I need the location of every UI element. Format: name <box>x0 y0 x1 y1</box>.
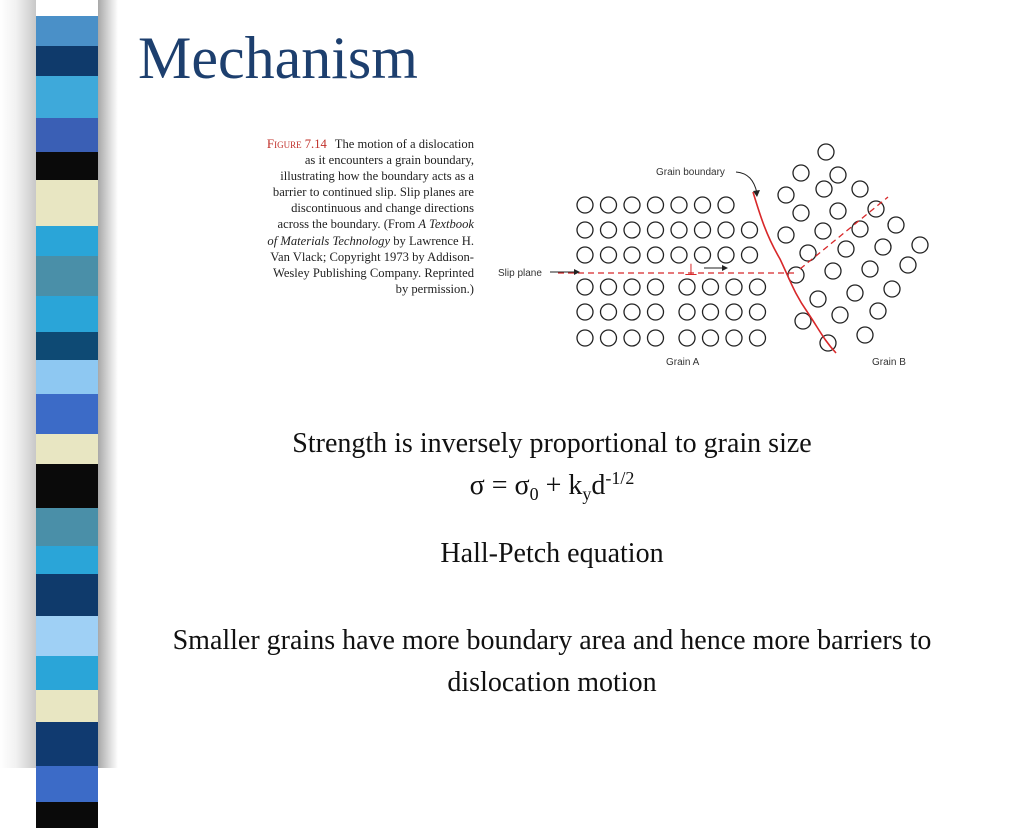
atom <box>624 330 640 346</box>
atom <box>793 205 809 221</box>
caption-line: The motion of a dislocation <box>334 137 474 151</box>
grain-boundary-diagram <box>498 135 938 375</box>
stripe <box>36 656 98 690</box>
atom <box>601 247 617 263</box>
stripe <box>36 394 98 434</box>
atom <box>695 247 711 263</box>
atom <box>648 304 664 320</box>
grain-b-label: Grain B <box>872 357 906 368</box>
atom <box>862 261 878 277</box>
atom <box>810 291 826 307</box>
atom <box>648 330 664 346</box>
grain-boundary-pointer <box>736 172 757 193</box>
caption-line: by Lawrence H. <box>390 233 474 248</box>
atom <box>679 279 695 295</box>
stripe <box>36 16 98 46</box>
dislocation-motion-arrowhead <box>722 265 728 271</box>
atom <box>577 279 593 295</box>
stripe <box>36 690 98 722</box>
grain-boundary-line <box>753 192 836 353</box>
atom <box>742 247 758 263</box>
atom <box>726 279 742 295</box>
atom <box>718 247 734 263</box>
atom <box>577 304 593 320</box>
atom <box>847 285 863 301</box>
atom <box>624 197 640 213</box>
formula-sigma: σ <box>469 470 485 501</box>
caption-book-title-part2: of Materials Technology <box>267 233 391 248</box>
grain-b-atoms <box>778 144 928 351</box>
atom <box>726 304 742 320</box>
atom <box>703 304 719 320</box>
atom <box>870 303 886 319</box>
formula-equals: = <box>484 470 515 501</box>
stripe <box>36 546 98 574</box>
atom <box>830 167 846 183</box>
atom <box>888 217 904 233</box>
atom <box>703 279 719 295</box>
grain-boundary-label: Grain boundary <box>656 167 725 178</box>
caption-line: across the boundary. (From <box>277 217 419 232</box>
atom <box>695 197 711 213</box>
side-stripe-bar <box>0 0 118 768</box>
stripe <box>36 574 98 616</box>
stripe <box>36 180 98 226</box>
hall-petch-formula <box>130 470 974 502</box>
atom <box>703 330 719 346</box>
stripe <box>36 152 98 180</box>
stripe <box>36 226 98 256</box>
atom <box>648 197 664 213</box>
smaller-grains-statement: Smaller grains have more boundary area and hence more barriers to dislocation motion <box>172 625 932 698</box>
caption-line: Van Vlack; Copyright 1973 by Addison- <box>270 249 474 264</box>
atom <box>795 313 811 329</box>
caption-line: by permission.) <box>395 281 474 296</box>
atom <box>900 257 916 273</box>
caption-line: illustrating how the boundary acts as a <box>280 169 474 184</box>
equation-name: Hall-Petch equation <box>440 538 664 569</box>
atom <box>793 165 809 181</box>
atom <box>884 281 900 297</box>
atom <box>818 144 834 160</box>
atom <box>816 181 832 197</box>
atom <box>624 279 640 295</box>
stripe <box>36 256 98 296</box>
strength-statement: Strength is inversely proportional to grain size <box>292 428 812 459</box>
atom <box>695 222 711 238</box>
stripe <box>36 118 98 152</box>
stripe <box>36 802 98 828</box>
stripe <box>36 722 98 766</box>
atom <box>778 187 794 203</box>
slip-plane-arrowhead <box>574 269 580 275</box>
atom <box>852 181 868 197</box>
stripe <box>36 464 98 508</box>
dislocation-symbol: ⊥ <box>684 262 698 279</box>
atom <box>648 247 664 263</box>
grain-a-label: Grain A <box>666 357 700 368</box>
stripe <box>36 616 98 656</box>
atom <box>815 223 831 239</box>
stripe-column <box>36 0 98 768</box>
atom <box>624 304 640 320</box>
atom <box>742 222 758 238</box>
figure-label: Figure <box>266 136 302 151</box>
atom <box>726 330 742 346</box>
atom <box>838 241 854 257</box>
stripe <box>36 360 98 394</box>
atom <box>679 304 695 320</box>
formula-plus-k: + k <box>538 470 583 501</box>
atom <box>868 201 884 217</box>
stripe <box>36 508 98 546</box>
atom <box>718 197 734 213</box>
atom <box>577 222 593 238</box>
atom <box>671 222 687 238</box>
atom <box>750 330 766 346</box>
caption-line: barrier to continued slip. Slip planes are <box>272 185 474 200</box>
atom <box>679 330 695 346</box>
grain-a-atoms <box>577 197 766 346</box>
slip-plane-label: Slip plane <box>498 268 542 279</box>
atom <box>825 263 841 279</box>
atom <box>601 304 617 320</box>
caption-line: as it encounters a grain boundary, <box>304 153 474 168</box>
stripe <box>36 766 98 802</box>
figure-number: 7.14 <box>304 137 327 151</box>
formula-sigma0: σ <box>514 470 530 501</box>
atom <box>718 222 734 238</box>
stripe <box>36 76 98 118</box>
slide-title: Mechanism <box>138 25 418 91</box>
caption-book-title-part1: A Textbook <box>418 217 474 232</box>
side-bar-shade-left <box>0 0 36 768</box>
atom <box>671 197 687 213</box>
stripe <box>36 434 98 464</box>
atom <box>852 221 868 237</box>
atom <box>830 203 846 219</box>
atom <box>778 227 794 243</box>
caption-line: Wesley Publishing Company. Reprinted <box>272 265 474 280</box>
atom <box>577 247 593 263</box>
caption-line: discontinuous and change directions <box>291 201 474 216</box>
atom <box>577 197 593 213</box>
atom <box>857 327 873 343</box>
figure-caption <box>204 136 474 297</box>
stripe <box>36 0 98 16</box>
atom <box>601 330 617 346</box>
formula-exponent: -1/2 <box>605 468 635 488</box>
stripe <box>36 46 98 76</box>
atom <box>671 247 687 263</box>
atom <box>624 222 640 238</box>
atom <box>875 239 891 255</box>
atom <box>800 245 816 261</box>
atom <box>601 197 617 213</box>
atom <box>601 222 617 238</box>
atom <box>648 279 664 295</box>
side-bar-shade-right <box>98 0 118 768</box>
atom <box>601 279 617 295</box>
formula-sub-0: 0 <box>529 484 539 504</box>
formula-d: d <box>591 470 606 501</box>
atom <box>832 307 848 323</box>
stripe <box>36 296 98 332</box>
formula-sub-y: y <box>582 484 592 504</box>
atom <box>577 330 593 346</box>
atom <box>750 279 766 295</box>
atom <box>750 304 766 320</box>
atom <box>912 237 928 253</box>
atom <box>648 222 664 238</box>
stripe <box>36 332 98 360</box>
atom <box>624 247 640 263</box>
